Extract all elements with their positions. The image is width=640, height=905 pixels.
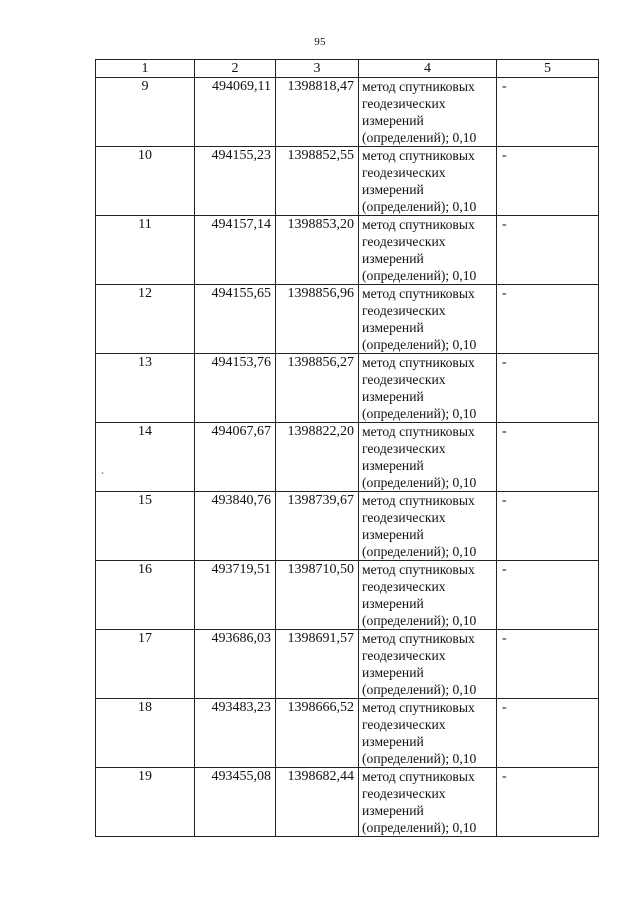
method-line: метод спутниковых <box>362 286 475 301</box>
method-line: (определений); 0,10 <box>362 682 477 697</box>
header-cell-2: 2 <box>195 60 276 78</box>
method-cell <box>359 285 497 354</box>
x-coordinate-cell: 494069,11 <box>195 78 276 147</box>
method-line: метод спутниковых <box>362 562 475 577</box>
note-cell: - <box>497 561 599 630</box>
method-line: измерений <box>362 113 424 128</box>
table-header-row <box>96 60 599 78</box>
method-line: (определений); 0,10 <box>362 544 477 559</box>
y-coordinate-cell: 1398682,44 <box>276 768 359 837</box>
point-number-cell: 14 <box>96 423 195 492</box>
x-coordinate-cell: 493686,03 <box>195 630 276 699</box>
table-row <box>96 423 599 492</box>
y-coordinate-cell: 1398666,52 <box>276 699 359 768</box>
header-cell-5: 5 <box>497 60 599 78</box>
method-line: геодезических <box>362 165 446 180</box>
note-cell: - <box>497 354 599 423</box>
table-row <box>96 78 599 147</box>
method-line: метод спутниковых <box>362 700 475 715</box>
method-line: измерений <box>362 389 424 404</box>
x-coordinate-cell: 494067,67 <box>195 423 276 492</box>
point-number-cell: 12 <box>96 285 195 354</box>
method-line: (определений); 0,10 <box>362 613 477 628</box>
table-row <box>96 354 599 423</box>
method-line: (определений); 0,10 <box>362 268 477 283</box>
table-row <box>96 147 599 216</box>
method-cell <box>359 561 497 630</box>
method-line: (определений); 0,10 <box>362 751 477 766</box>
y-coordinate-cell: 1398739,67 <box>276 492 359 561</box>
method-line: измерений <box>362 458 424 473</box>
method-cell <box>359 699 497 768</box>
table-row <box>96 768 599 837</box>
method-line: метод спутниковых <box>362 493 475 508</box>
y-coordinate-cell: 1398853,20 <box>276 216 359 285</box>
method-line: геодезических <box>362 510 446 525</box>
table-row <box>96 699 599 768</box>
method-line: метод спутниковых <box>362 424 475 439</box>
coordinates-table <box>95 59 599 837</box>
method-line: (определений); 0,10 <box>362 130 477 145</box>
method-line: геодезических <box>362 303 446 318</box>
y-coordinate-cell: 1398710,50 <box>276 561 359 630</box>
method-cell <box>359 354 497 423</box>
method-line: метод спутниковых <box>362 79 475 94</box>
method-line: метод спутниковых <box>362 148 475 163</box>
note-cell: - <box>497 699 599 768</box>
point-number-cell: 11 <box>96 216 195 285</box>
method-line: метод спутниковых <box>362 769 475 784</box>
x-coordinate-cell: 493483,23 <box>195 699 276 768</box>
y-coordinate-cell: 1398691,57 <box>276 630 359 699</box>
method-cell <box>359 492 497 561</box>
method-cell <box>359 147 497 216</box>
point-number-cell: 10 <box>96 147 195 216</box>
x-coordinate-cell: 494155,65 <box>195 285 276 354</box>
table-row <box>96 285 599 354</box>
method-line: геодезических <box>362 579 446 594</box>
method-line: измерений <box>362 596 424 611</box>
point-number-cell: 16 <box>96 561 195 630</box>
point-number-cell: 17 <box>96 630 195 699</box>
y-coordinate-cell: 1398818,47 <box>276 78 359 147</box>
method-line: геодезических <box>362 234 446 249</box>
x-coordinate-cell: 493840,76 <box>195 492 276 561</box>
header-cell-3: 3 <box>276 60 359 78</box>
y-coordinate-cell: 1398856,96 <box>276 285 359 354</box>
method-line: измерений <box>362 251 424 266</box>
method-line: геодезических <box>362 786 446 801</box>
x-coordinate-cell: 493455,08 <box>195 768 276 837</box>
table-row <box>96 216 599 285</box>
method-cell <box>359 216 497 285</box>
note-cell: - <box>497 285 599 354</box>
y-coordinate-cell: 1398822,20 <box>276 423 359 492</box>
method-line: измерений <box>362 320 424 335</box>
method-line: (определений); 0,10 <box>362 337 477 352</box>
point-number-cell: 18 <box>96 699 195 768</box>
point-number-cell: 13 <box>96 354 195 423</box>
x-coordinate-cell: 494153,76 <box>195 354 276 423</box>
method-line: измерений <box>362 734 424 749</box>
table-row <box>96 630 599 699</box>
method-cell <box>359 768 497 837</box>
table-row <box>96 561 599 630</box>
method-line: (определений); 0,10 <box>362 475 477 490</box>
note-cell: - <box>497 147 599 216</box>
method-line: измерений <box>362 527 424 542</box>
method-line: геодезических <box>362 717 446 732</box>
method-line: геодезических <box>362 96 446 111</box>
note-cell: - <box>497 78 599 147</box>
method-line: (определений); 0,10 <box>362 820 477 835</box>
x-coordinate-cell: 494155,23 <box>195 147 276 216</box>
note-cell: - <box>497 216 599 285</box>
note-cell: - <box>497 768 599 837</box>
note-cell: - <box>497 492 599 561</box>
method-line: геодезических <box>362 441 446 456</box>
method-line: метод спутниковых <box>362 631 475 646</box>
x-coordinate-cell: 494157,14 <box>195 216 276 285</box>
note-cell: - <box>497 630 599 699</box>
method-line: (определений); 0,10 <box>362 406 477 421</box>
point-number-cell: 15 <box>96 492 195 561</box>
method-line: (определений); 0,10 <box>362 199 477 214</box>
method-line: измерений <box>362 182 424 197</box>
method-line: измерений <box>362 665 424 680</box>
stray-mark: ` <box>101 472 105 483</box>
x-coordinate-cell: 493719,51 <box>195 561 276 630</box>
header-cell-4: 4 <box>359 60 497 78</box>
note-cell: - <box>497 423 599 492</box>
y-coordinate-cell: 1398856,27 <box>276 354 359 423</box>
point-number-cell: 19 <box>96 768 195 837</box>
method-line: метод спутниковых <box>362 217 475 232</box>
method-cell <box>359 630 497 699</box>
method-line: геодезических <box>362 372 446 387</box>
method-cell <box>359 423 497 492</box>
method-cell <box>359 78 497 147</box>
header-cell-1: 1 <box>96 60 195 78</box>
point-number-cell: 9 <box>96 78 195 147</box>
method-line: измерений <box>362 803 424 818</box>
y-coordinate-cell: 1398852,55 <box>276 147 359 216</box>
method-line: метод спутниковых <box>362 355 475 370</box>
table-row <box>96 492 599 561</box>
page-number: 95 <box>314 36 326 48</box>
method-line: геодезических <box>362 648 446 663</box>
